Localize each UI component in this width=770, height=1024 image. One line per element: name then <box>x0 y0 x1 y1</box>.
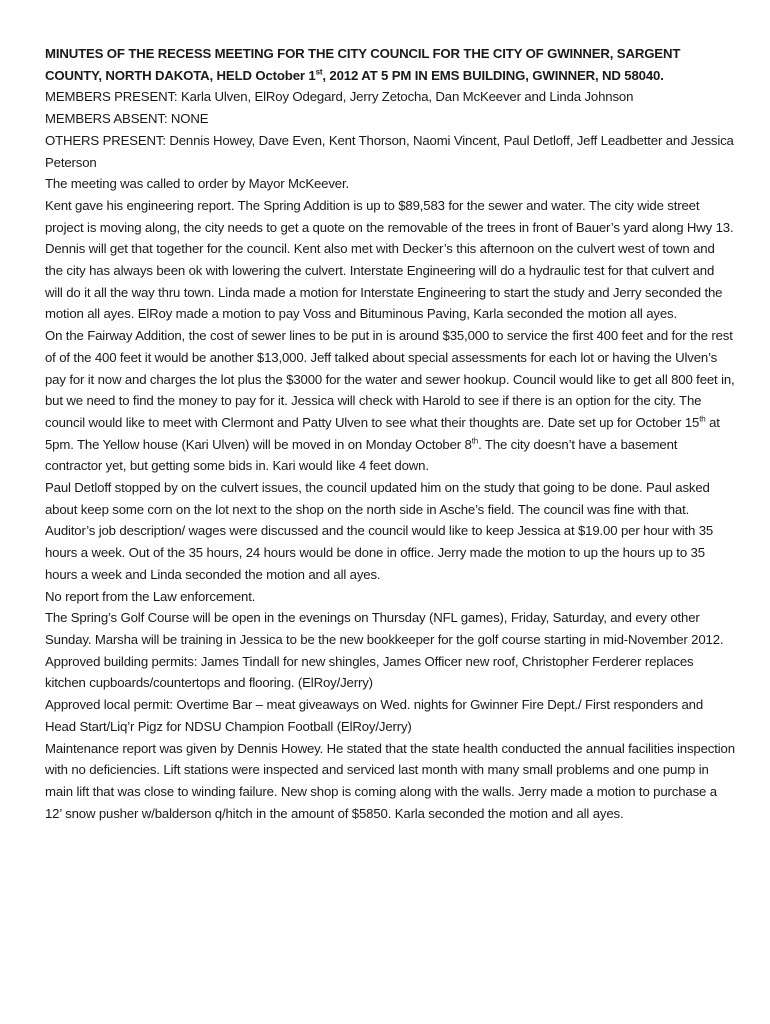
title-superscript: st <box>315 67 323 77</box>
members-absent: MEMBERS ABSENT: NONE <box>45 111 209 127</box>
local-permit-paragraph: Approved local permit: Overtime Bar – meat giveaways on Wed. nights for Gwinner Fire Dept./ First responders and Head Start/Liq’r Pigz for NDSU Champion Football (ElRoy/Jerry) <box>45 697 704 734</box>
title-text-a: MINUTES OF THE RECESS MEETING FOR THE CITY COUNCIL FOR THE CITY OF GWINNER, SARGENT COUNTY, NORTH DAKOTA, HELD October 1 <box>45 46 681 83</box>
paul-detloff-paragraph: Paul Detloff stopped by on the culvert issues, the council updated him on the study that going to be done. Paul asked about keep some corn on the lot next to the shop on the north side in Asche’s field. The council was fine with that. <box>45 480 710 517</box>
members-present: MEMBERS PRESENT: Karla Ulven, ElRoy Odegard, Jerry Zetocha, Dan McKeever and Linda Johnson <box>45 89 634 105</box>
title-text-b: , 2012 AT 5 PM IN EMS BUILDING, GWINNER, ND 58040. <box>322 67 664 83</box>
golf-course-paragraph: The Spring’s Golf Course will be open in the evenings on Thursday (NFL games), Friday, Saturday, and every other Sunday. Marsha will be training in Jessica to be the new bookkeeper for the golf course starting in mid-November 2012. <box>45 610 724 647</box>
maintenance-paragraph: Maintenance report was given by Dennis Howey. He stated that the state health conducted the annual facilities inspection with no deficiencies. Lift stations were inspected and serviced last month with many small problems and one pump in main lift that was close to winding failure. New shop is coming along with the walls. Jerry made a motion to purchase a 12’ snow pusher w/balderson q/hitch in the amount of $5850. Karla seconded the motion and all ayes. <box>45 740 735 821</box>
law-enforcement-paragraph: No report from the Law enforcement. <box>45 588 256 604</box>
building-permits-paragraph: Approved building permits: James Tindall for new shingles, James Officer new roof, Christopher Ferderer replaces kitchen cupboards/countertops and flooring. (ElRoy/Jerry) <box>45 653 694 691</box>
document-title <box>45 43 735 86</box>
minutes-document <box>45 43 735 824</box>
engineering-report: Kent gave his engineering report. The Spring Addition is up to $89,583 for the sewer and water. The city wide street project is moving along, the city needs to get a quote on the removable of the trees in front of Bauer’s yard along Hwy 13. Dennis will get that together for the council. Kent also met with Decker’s this afternoon on the culvert west of town and the city has always been ok with lowering the culvert. Interstate Engineering will do a hydraulic test for that culvert and will do it all the way thru town. Linda made a motion for Interstate Engineering to start the study and Jerry seconded the motion all ayes. ElRoy made a motion to pay Voss and Bituminous Paving, Karla seconded the motion all ayes. <box>45 197 734 322</box>
auditor-paragraph: Auditor’s job description/ wages were discussed and the council would like to keep Jessica at $19.00 per hour with 35 hours a week. Out of the 35 hours, 24 hours would be done in office. Jerry made the motion to up the hours up to 35 hours a week and Linda seconded the motion and all ayes. <box>45 523 714 582</box>
fairway-superscript-2: th <box>471 436 479 446</box>
call-to-order: The meeting was called to order by Mayor McKeever. <box>45 176 350 192</box>
fairway-text-3: . The city doesn’t have a basement contractor yet, but getting some bids in. Kari would like 4 feet down. <box>45 436 678 474</box>
fairway-text-1: On the Fairway Addition, the cost of sewer lines to be put in is around $35,000 to service the first 400 feet and for the rest of of the 400 feet it would be another $13,000. Jeff talked about special assessments for each lot or having the Ulven’s pay for it now and charges the lot plus the $3000 for the water and sewer hookup. Council would like to get all 800 feet in, but we need to find the money to pay for it. Jessica will check with Harold to see if there is an option for the city. The council would like to meet with Clermont and Patty Ulven to see what their thoughts are. Date set up for October 15 <box>45 328 735 430</box>
fairway-addition <box>45 325 735 477</box>
others-present: OTHERS PRESENT: Dennis Howey, Dave Even, Kent Thorson, Naomi Vincent, Paul Detloff, Jeff Leadbetter and Jessica Peterson <box>45 132 734 170</box>
fairway-text-2: at 5pm. The Yellow house (Kari Ulven) will be moved in on Monday October 8 <box>45 414 720 452</box>
fairway-superscript-1: th <box>699 414 706 424</box>
